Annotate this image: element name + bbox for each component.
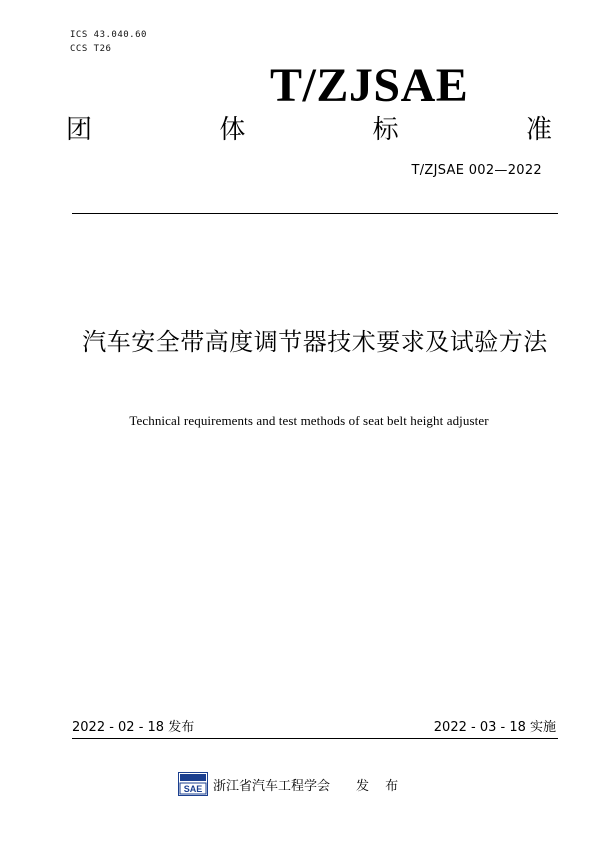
standard-type-char: 体 — [219, 115, 246, 145]
implementation-date: 2022 - 03 - 18 实施 — [433, 720, 556, 735]
publisher — [178, 771, 404, 797]
issue-date: 2022 - 02 - 18 发布 — [72, 720, 195, 735]
english-title: Technical requirements and test methods of seat belt height adjuster — [129, 413, 489, 428]
standard-type-char: 标 — [372, 115, 399, 145]
ics-code: ICS 43.040.60 — [70, 30, 147, 40]
standard-type-char: 团 — [66, 115, 93, 145]
footer-divider — [72, 738, 558, 739]
publish-label: 发 布 — [356, 778, 405, 794]
standard-type-char: 准 — [525, 115, 552, 145]
standard-number: T/ZJSAE 002—2022 — [411, 163, 542, 178]
logo-text: SAE — [183, 784, 203, 794]
chinese-title: 汽车安全带高度调节器技术要求及试验方法 — [82, 328, 548, 356]
publisher-name: 浙江省汽车工程学会 — [213, 778, 331, 794]
header-divider — [72, 213, 558, 214]
organization-code: T/ZJSAE — [270, 59, 469, 112]
ccs-code: CCS T26 — [70, 44, 112, 54]
standard-type — [66, 114, 552, 146]
zjsae-logo — [178, 772, 208, 796]
